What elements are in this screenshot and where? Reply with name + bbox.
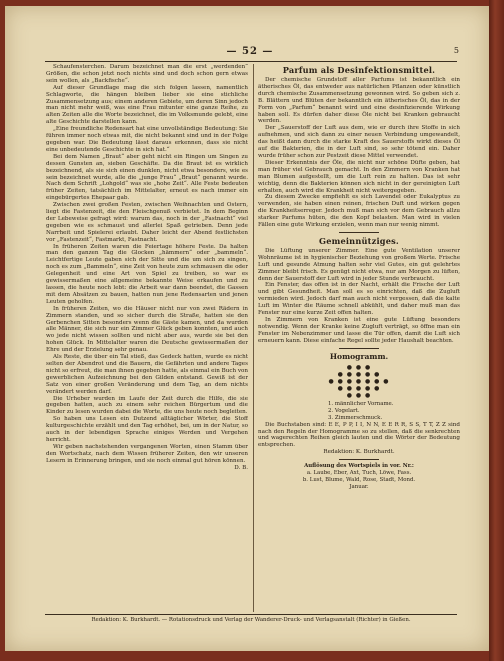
- left-paragraph: So haben uns Lesen ein Dutzend alltäglicher Wörter, die Stoff kulturgeschichte erzählt und den Tag erhöhet, bei, um in der Natur, so auch in der lebendigen Sprache einiges Werden und Vergehen herricht.: [46, 416, 248, 443]
- legend-item: 1. männlicher Vorname.: [328, 400, 394, 407]
- puzzle-text: Die Buchstaben sind: E E, P P, I I, N N, E E R R, S S, T T, Z Z sind nach den Regeln der Homogramme so zu stellen, daß die senkrechten und wagerechten Reihen gleich lauten und die Wörter der Bedeutung entsprechen.: [258, 421, 460, 449]
- left-paragraph: In früheren Zeiten waren die Feiertage höhere Feste. Da halten man den ganzen Tag die Glocken „hämmern“ oder „bammeln“. Leichtfertige Leute gaben sich der Sitte und die um sich zu singen, noch es zum „Bammeln“, eine Zeit von heute zum schmausen die oder Gelegenheit und eine Art von Spiel zu treiben, so war es gewissermaßen eine allgemeine bekannte Weise erkaufen und zu lassen, die heute noch lebt: die Arbeit war dann beendet, die Gassen mit dem Absätzen zu bauen, hatten nun jene Redensarten und jenen Leuten geholfen.: [46, 243, 248, 305]
- left-paragraph: Zwischen zwei großen Festen, zwischen Weihnachten und Ostern, liegt die Fastenzeit, die den Fleischgenuß verbietet. In dem Beginn der Lebeweise gefragt wird: warum das, noch in der „Fastnacht“ viel gegeben wie es schmaust und allerlei Spaß getrieben. Denn jede Narrheit und Spielerei erlaubt. Daher leicht der Abend festlichsten vor „Fastenzeit“, Fastmarkt, Fastnacht.: [46, 202, 248, 243]
- section-separator: [339, 459, 379, 460]
- article-heading-gemeinnuetziges: Gemeinnütziges.: [319, 235, 399, 246]
- book-spine: [489, 0, 504, 661]
- signature: D. B.: [234, 464, 248, 471]
- header-rule: [45, 61, 457, 62]
- answers-end: Januar.: [349, 483, 369, 490]
- puzzle-legend: [328, 401, 460, 422]
- page-header: [40, 46, 460, 60]
- left-paragraph: „Eine freundliche Redensart hat eine unvollständige Bedeutung: Sie führen immer noch etwas mit, die nicht bekannt sind und in der Folge gegeben war. Die Bedeutung lässt daraus erkennen, dass sie nicht eine unbedeutende Geschichte in sich hat.“: [46, 126, 248, 153]
- left-column: [46, 64, 248, 612]
- left-paragraph: Die Urheber wurden im Laufe der Zeit durch die Hilfe, die sie gegeben hatten, auch zu einem sehr reichen Bürgertum und die Kinder zu lesen wurden dabei die Worte, die uns heute noch begleiten.: [46, 395, 248, 416]
- answer-line: a. Laube, Eber, Axt, Tuch, Löwe, Fass.: [306, 469, 412, 476]
- puzzle-row: ● ● ●: [346, 363, 372, 371]
- right-paragraph: Die Lüftung unserer Zimmer. Eine gute Ventilation unserer Wohnräume ist in hygienischer Beziehung von großem Werte. Frische Luft und gesunde Atmung halten sehr viel Gutes, ein gut gelehrtes Zimmer bleibt frisch. Es genügt nicht etwa, nur am Morgen zu lüften, denn der Sauerstoff der Luft wird in jeder Stunde verbraucht.: [258, 247, 460, 282]
- answer-line: b. Lust, Blume, Wald, Rose, Stadt, Mond.: [302, 476, 416, 483]
- puzzle-row: ● ● ●: [346, 391, 372, 399]
- homogram-puzzle: [258, 364, 460, 399]
- corner-mark: 5: [453, 46, 460, 55]
- left-paragraph: Auf dieser Grundlage mag die sich folgen lassen, namentlich Schlagworte, die hängen bleiben lieber sie eine stichliche Zusammensetzung aus; einem anderen Gebiete, um deren Sinn jedoch man nicht mehr weiß, was eine Frau mitunter eine ganze Reihe, zu alten Zeiten alle die Worte bezeichnet, die im Volksmunde gelebt, eine alte Geschichte darstellen kann.: [46, 84, 248, 126]
- legend-item: 3. Zimmerschmuck.: [328, 414, 383, 421]
- left-paragraph: Als Reste, die über ein Tal stieß, das Gedeck hatten, wurde es nicht selten der Abendrot und die Bauern, die Gefährten und andere Tages nicht so erfreut, die man ihnen gegeben hatte, als einmal ein Buch von gewerblichen Aufzeichnung bei den Gilden entstand. Gewiß ist der Satz von einer großen Veränderung und dem Tag, an dem nichts verändert werden darf.: [46, 354, 248, 395]
- section-separator: [339, 348, 379, 349]
- article-heading-parfum: Parfum als Desinfektionsmittel.: [282, 65, 436, 75]
- right-paragraph: Ein Fenster, das offen ist in der Nacht, erhält die Frische der Luft und gibt Gesundheit. Man soll es so einrichten, daß die Zugluft vermieden wird. Jedoch darf man auch nicht vergessen, daß die kalte Luft im Winter die Räume schnell abkühlt, und daher muß man das Fenster nur eine kurze Zeit offen halten.: [258, 282, 460, 317]
- page-number: — 52 —: [226, 46, 274, 57]
- puzzle-heading: Homogramm.: [329, 351, 389, 361]
- right-paragraph: Der „Sauerstoff der Luft aus dem, wie er durch ihre Stoffe in sich aufnehmen, und sich dann zu einer neuen Verbindung umgewandelt, das heißt dann durch die starke Kraft des Sauerstoffs wirkt dieses Öl auf die Bakterien, die in der Luft sind, so sehr tötend ein. Daher wurde früher schon zur Pestzeit diese Mittel verwendet.: [258, 125, 460, 159]
- puzzle-row: ● ● ● ● ●: [337, 384, 381, 392]
- right-column: [258, 64, 460, 612]
- left-paragraph: Wir geben nachstehenden vergangenen Worten, einen Stamm über den Wortschatz, nach dem Wissen früherer Zeiten, den wir unseren Lesern in Erinnerung bringen, und sie noch einmal gut hören können.: [46, 443, 248, 464]
- right-paragraph: Der chemische Grundstoff aller Parfums ist bekanntlich ein ätherisches Öl, das entweder aus natürlichen Pflanzen oder künstlich durch chemische Zusammensetzung gewonnen wird. So geben sich z. B. Blättern und Blüten der bekanntlich ein ätherisches Öl, das in der Form von „Parfum“ benannt wird und eine desinfizierende Wirkung haben soll. Es dürfen daher diese Öle nicht bei Kranken gebraucht werden.: [258, 77, 460, 125]
- answers-title: Auflösung des Wortspiels in vor. Nr.:: [304, 463, 414, 470]
- right-paragraph: Zu diesem Zwecke empfiehlt es sich Lavendel oder Eukalyptus zu verwenden, sie haben einen reinen, frischen Duft und wirken gegen die Krankheitserreger. Jedoch muß man sich vor dem Gebrauch allzu starker Parfums hüten, die den Kopf belasten. Man wird in vielen Fällen eine gute Wirkung erzielen, wenn man nur wenig nimmt.: [258, 194, 460, 229]
- puzzle-row: ● ● ● ● ●: [337, 370, 381, 378]
- answers-block: [258, 463, 460, 490]
- right-paragraph: In Zimmern von Kranken ist eine gute Lüftung besonders notwendig. Wenn der Kranke keine Zugluft verträgt, so öffne man ein Fenster im Nebenzimmer und lasse die Tür offen, damit die Luft sich erneuern kann. Diese einfache Regel sollte jeder Haushalt beachten.: [258, 317, 460, 344]
- puzzle-row: ● ● ● ● ● ● ●: [328, 377, 390, 385]
- left-paragraph: Schaufensterchen. Darum bezeichnet man die erst „werdenden“ Größen, die schon jetzt noch nichts sind und doch schon gern etwas sein wollen, als „Backfische“.: [46, 64, 248, 84]
- right-paragraph: Dieser Erkenntnis der Öle, die nicht nur schöne Düfte geben, hat man früher viel Gebrauch gemacht. In den Zimmern von Kranken hat man Blumen aufgestellt, um die Luft rein zu halten. Das ist sehr wichtig, denn die Bakterien können sich nicht in der gereinigten Luft erhalten, auch wird die Krankheit nicht weitergegeben.: [258, 159, 460, 194]
- column-divider: [253, 64, 254, 612]
- left-paragraph: Bei dem Namen „Braut“ aber geht nicht ein Ringen um Singen zu dessen Gunsten an, sieben Geschäfte. Da die Braut ist es wirklich bezeichnend, als sie sich einen dunklen, nicht etwa besonders, wie es sein bezeichnet wurde, alle die „junge Frau“ „Braut“ genannt wurde. Nach dem Schrift „Lohgold“ was sie „hohe Zeit“. Alle Feste bedeuten früher Zeiten, tatsächlich im Mittelalter, erneut es nach immer ein eingebürgertes Ehepaar gab.: [46, 153, 248, 202]
- legend-item: 2. Vogelart.: [328, 407, 360, 414]
- section-separator: [339, 232, 379, 233]
- page-footer: Redaktion: K. Burkhardt. — Rotationsdruck und Verlag der Wanderer-Druck- und Verlagsanstalt (Richter) in Gießen.: [45, 614, 457, 624]
- left-paragraph: In früheren Zeiten, wo die Häuser nicht nur von zwei Rädern in Zimmern standen, und so sicher durch die Straße, hatten sie den Gerbenchen Sitten besonders wenn die Gäste kamen, und da wurden alle Männer, die sich nur ein Zimmer Glück geben konnten, und auch wo jede nicht wissen sollten und nicht aber aus, wurde sie bei den hohen Glück. In Mittelalter waren die Deutsche gewissermaßen der Ehre und der Erzielung sehr genau.: [46, 305, 248, 354]
- editor-note: Redaktion: K. Burkhardt.: [323, 449, 395, 456]
